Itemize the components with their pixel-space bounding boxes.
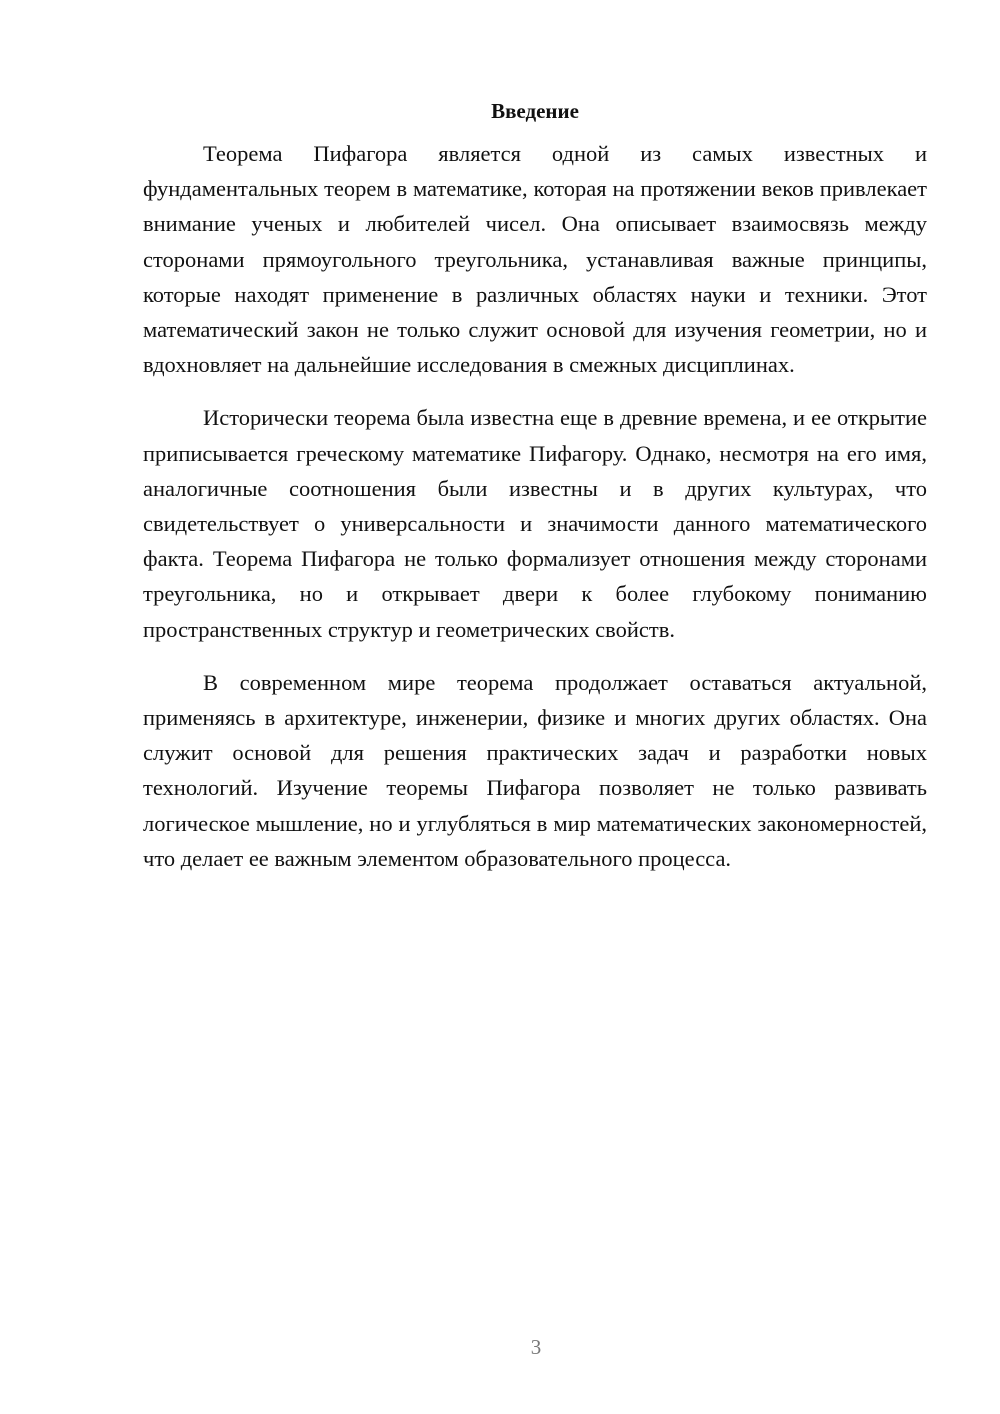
paragraph-2: Исторически теорема была известна еще в древние времена, и ее открытие приписывается греческому математике Пифагору. Однако, несмотря на его имя, аналогичные соотношения были известны и в других культурах, что свидетельствует о универсальности и значимости данного математического факта. Теорема Пифагора не только формализует отношения между сторонами треугольника, но и открывает двери к более глубокому пониманию пространственных структур и геометрических свойств. <box>143 405 927 642</box>
section-heading: Введение <box>491 99 579 123</box>
paragraph-3: В современном мире теорема продолжает оставаться актуальной, применяясь в архитектуре, инженерии, физике и многих других областях. Она служит основой для решения практических задач и разработки новых технологий. Изучение теоремы Пифагора позволяет не только развивать логическое мышление, но и углубляться в мир математических закономерностей, что делает ее важным элементом образовательного процесса. <box>143 669 927 871</box>
page-number: 3 <box>530 1335 542 1359</box>
paragraph-1: Теорема Пифагора является одной из самых известных и фундаментальных теорем в математике, которая на протяжении веков привлекает внимание ученых и любителей чисел. Она описывает взаимосвязь между сторонами прямоугольного треугольника, устанавливая важные принципы, которые находят применение в различных областях науки и техники. Этот математический закон не только служит основой для изучения геометрии, но и вдохновляет на дальнейшие исследования в смежных дисциплинах. <box>143 141 927 378</box>
page-content <box>143 96 927 876</box>
